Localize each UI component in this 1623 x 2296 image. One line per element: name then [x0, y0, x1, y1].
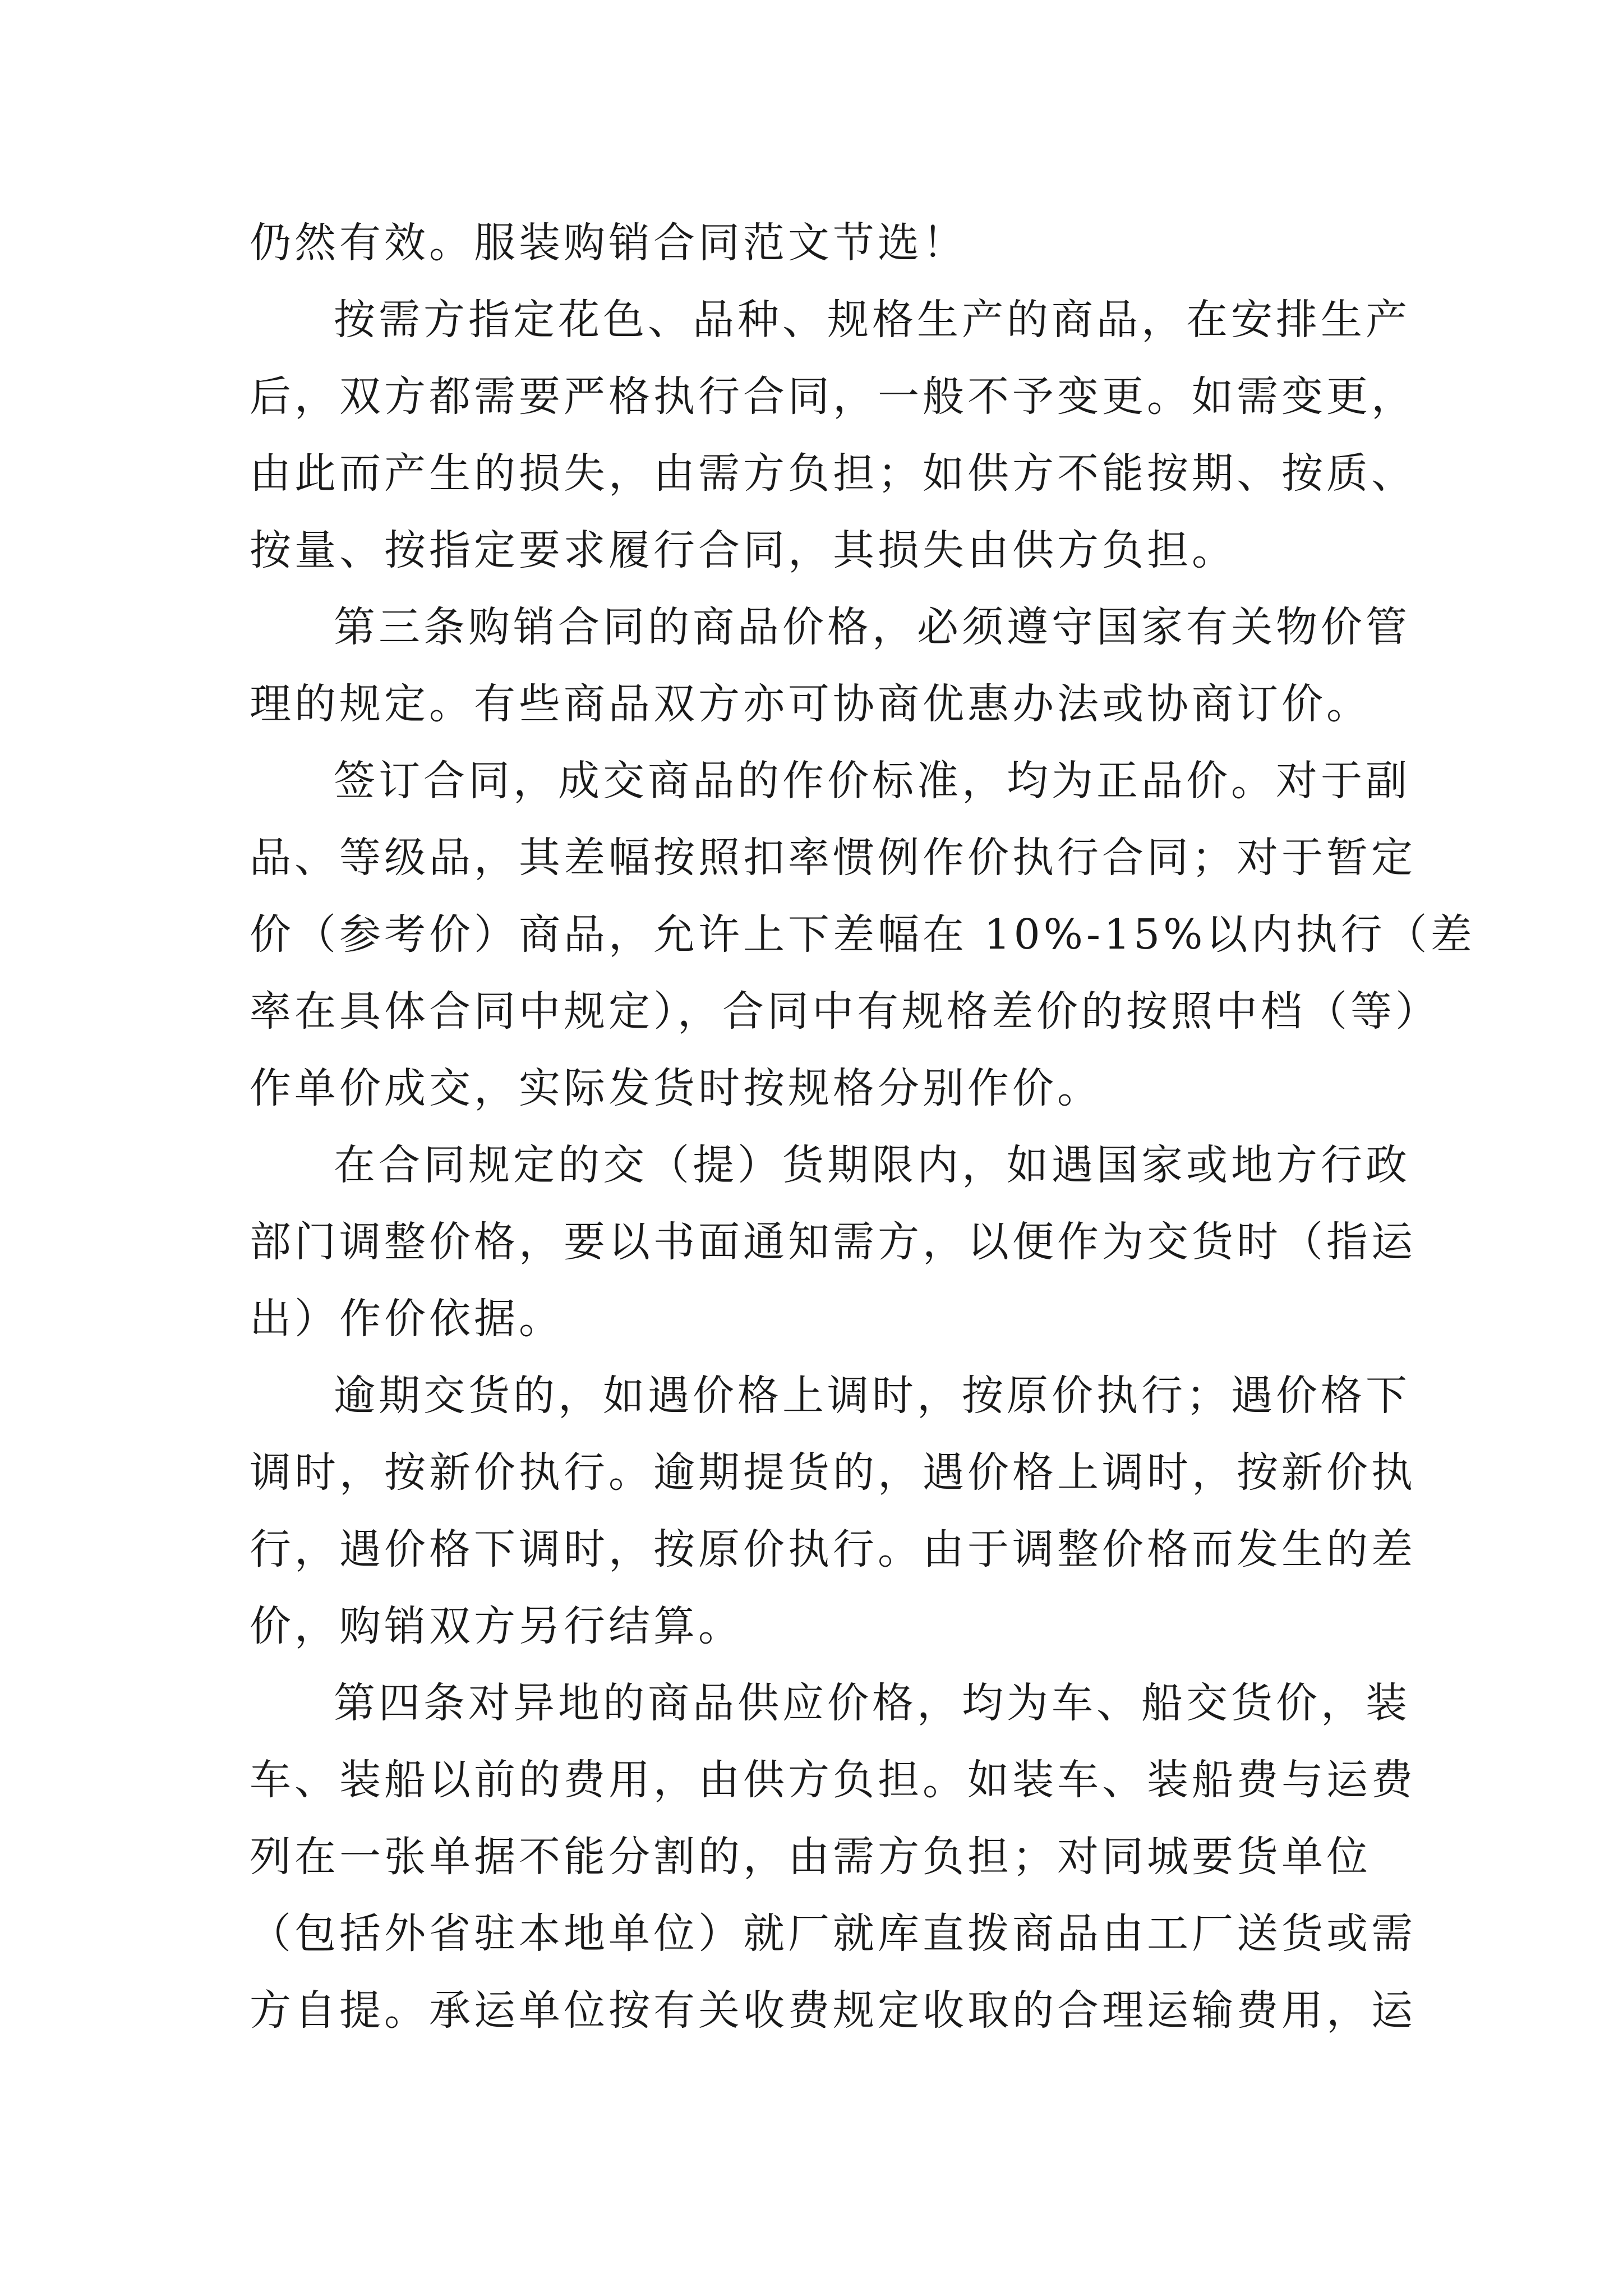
text-line: （包括外省驻本地单位）就厂就库直拨商品由工厂送货或需: [250, 1910, 1416, 1958]
text-line: 在合同规定的交（提）货期限内，如遇国家或地方行政: [334, 1141, 1410, 1189]
text-line: 按需方指定花色、品种、规格生产的商品，在安排生产: [334, 296, 1410, 344]
text-line: 理的规定。有些商品双方亦可协商优惠办法或协商订价。: [250, 680, 1371, 728]
text-line: 第四条对异地的商品供应价格，均为车、船交货价，装: [334, 1679, 1410, 1727]
text-line: 按量、按指定要求履行合同，其损失由供方负担。: [250, 526, 1237, 574]
text-line: 行，遇价格下调时，按原价执行。由于调整价格而发生的差: [250, 1525, 1416, 1573]
text-line: 签订合同，成交商品的作价标准，均为正品价。对于副: [334, 757, 1410, 805]
text-line: 列在一张单据不能分割的，由需方负担；对同城要货单位: [250, 1833, 1371, 1881]
text-line: 由此而产生的损失，由需方负担；如供方不能按期、按质、: [250, 449, 1416, 498]
paragraph: [250, 1665, 1416, 2049]
text-line: 车、装船以前的费用，由供方负担。如装车、装船费与运费: [250, 1756, 1416, 1804]
paragraph: [250, 1358, 1416, 1665]
text-line: 价（参考价）商品，允许上下差幅在 10%-15%以内执行（差: [250, 910, 1476, 959]
text-line: 作单价成交，实际发货时按规格分别作价。: [250, 1064, 1102, 1112]
text-line: 价，购销双方另行结算。: [250, 1602, 743, 1650]
text-line: 逾期交货的，如遇价格上调时，按原价执行；遇价格下: [334, 1372, 1410, 1420]
paragraph: [250, 1127, 1416, 1358]
text-line: 后，双方都需要严格执行合同，一般不予变更。如需变更，: [250, 372, 1416, 421]
paragraph: [250, 205, 1377, 282]
text-line: 部门调整价格，要以书面通知需方，以便作为交货时（指运: [250, 1218, 1416, 1266]
document-body: [250, 205, 1476, 2049]
text-line: 率在具体合同中规定），合同中有规格差价的按照中档（等）: [250, 987, 1440, 1036]
paragraph: [250, 282, 1416, 589]
text-line: 品、等级品，其差幅按照扣率惯例作价执行合同；对于暂定: [250, 834, 1416, 882]
paragraph: [250, 743, 1476, 1127]
text-line: 仍然有效。服装购销合同范文节选！: [250, 219, 967, 267]
text-line: 出）作价依据。: [250, 1295, 564, 1343]
paragraph: [250, 589, 1410, 743]
text-line: 调时，按新价执行。逾期提货的，遇价格上调时，按新价执: [250, 1448, 1416, 1497]
text-line: 第三条购销合同的商品价格，必须遵守国家有关物价管: [334, 603, 1410, 651]
text-line: 方自提。承运单位按有关收费规定收取的合理运输费用，运: [250, 1986, 1416, 2035]
